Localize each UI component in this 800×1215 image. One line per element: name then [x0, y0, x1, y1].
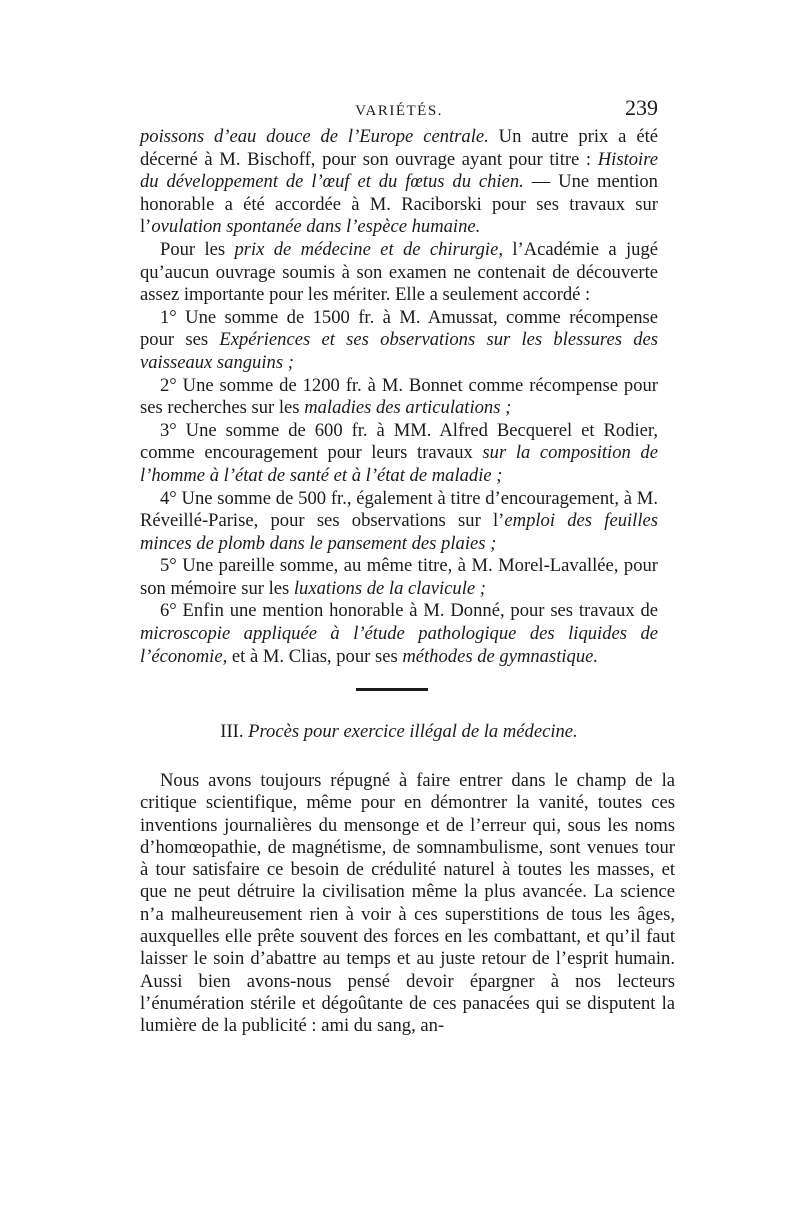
paragraph: [140, 420, 658, 488]
paragraph: [140, 239, 658, 307]
paragraph: [140, 600, 658, 668]
text-run: 4° Une somme de 500 fr., également à titre d’encouragement, à M. Réveillé-Parise, pour ses observations sur l’: [140, 487, 658, 532]
section-number: III.: [220, 721, 244, 742]
text-run: l’Académie a jugé qu’aucun ouvrage soumis à son examen ne contenait de découverte assez importante pour les mériter. Elle a seulement accordé :: [140, 238, 659, 306]
italic-text: sur la composition de l’homme à l’état de santé et à l’état de maladie ;: [140, 442, 658, 486]
italic-text: Expériences et ses observations sur les blessures des vaisseaux sanguins ;: [140, 329, 659, 373]
text-run: 2° Une somme de 1200 fr. à M. Bonnet comme récompense pour ses recherches sur les: [140, 374, 658, 419]
italic-text: luxations de la clavicule ;: [293, 577, 486, 599]
page-header: [140, 95, 658, 127]
section-heading: [140, 721, 658, 743]
section-divider: [356, 688, 428, 691]
italic-text: microscopie appliquée à l’étude pathologique des liquides de l’économie: [140, 623, 658, 667]
paragraph: [140, 126, 658, 239]
text-run: 6° Enfin une mention honorable à M. Donné, pour ses travaux de: [160, 600, 658, 622]
paragraph: [140, 375, 658, 420]
text-run: 5° Une pareille somme, au même titre, à M. Morel-Lavallée, pour son mémoire sur les: [140, 555, 658, 599]
italic-text: Histoire du développement de l’œuf et du fœtus du chien.: [140, 148, 658, 193]
italic-text: maladies des articulations ;: [304, 397, 512, 419]
running-title: VARIÉTÉS.: [355, 103, 443, 119]
body-text: [140, 126, 658, 668]
italic-text: méthodes de gymnastique.: [402, 645, 599, 667]
section-title: Procès pour exercice illégal de la médecine.: [243, 721, 578, 742]
italic-text: prix de médecine et de chirurgie,: [234, 238, 503, 260]
section-paragraph: Nous avons toujours répugné à faire entrer dans le champ de la critique scientifique, même pour en démontrer la vanité, toutes ces inventions journalières du mensonge et de l’erreur qui, sous les noms d’homœopathie, de magnétisme, de somnambulisme, sont venues tour à tour satisfaire ce besoin de crédulité naturel à toutes les masses, et que ne peut détruire la civilisation même la plus avancée. La science n’a malheureusement rien à voir à ces superstitions de tous les âges, auxquelles elle prête souvent des forces en les combattant, et qu’il faut laisser le soin d’abattre au temps et au juste retour de l’esprit humain. Aussi bien avons-nous pensé devoir épargner à nos lecteurs l’énumération stérile et dégoûtante de ces panacées qui se disputent la lumière de la publicité : ami du sang, an-: [140, 770, 675, 1037]
section-body: [140, 770, 675, 1038]
text-run: Pour les: [160, 238, 235, 260]
italic-text: emploi des feuilles minces de plomb dans le pansement des plaies ;: [140, 510, 658, 554]
paragraph: [140, 555, 658, 600]
page-number: 239: [625, 95, 658, 120]
italic-text: ovulation spontanée dans l’espèce humaine.: [151, 216, 481, 238]
italic-text: poissons d’eau douce de l’Europe centrale.: [140, 126, 489, 147]
text-run: , et à M. Clias, pour ses: [222, 645, 403, 667]
text-run: 1° Une somme de 1500 fr. à M. Amussat, comme récompense pour ses: [140, 306, 658, 351]
paragraph: [140, 307, 658, 375]
text-run: Un autre prix a été décerné à M. Bischoff, pour son ouvrage ayant pour titre :: [140, 126, 658, 170]
paragraph: [140, 488, 658, 556]
text-run: 3° Une somme de 600 fr. à MM. Alfred Becquerel et Rodier, comme encouragement pour leurs travaux: [140, 419, 658, 464]
text-run: — Une mention honorable a été accordée à M. Raciborski pour ses travaux sur l’: [140, 171, 658, 238]
